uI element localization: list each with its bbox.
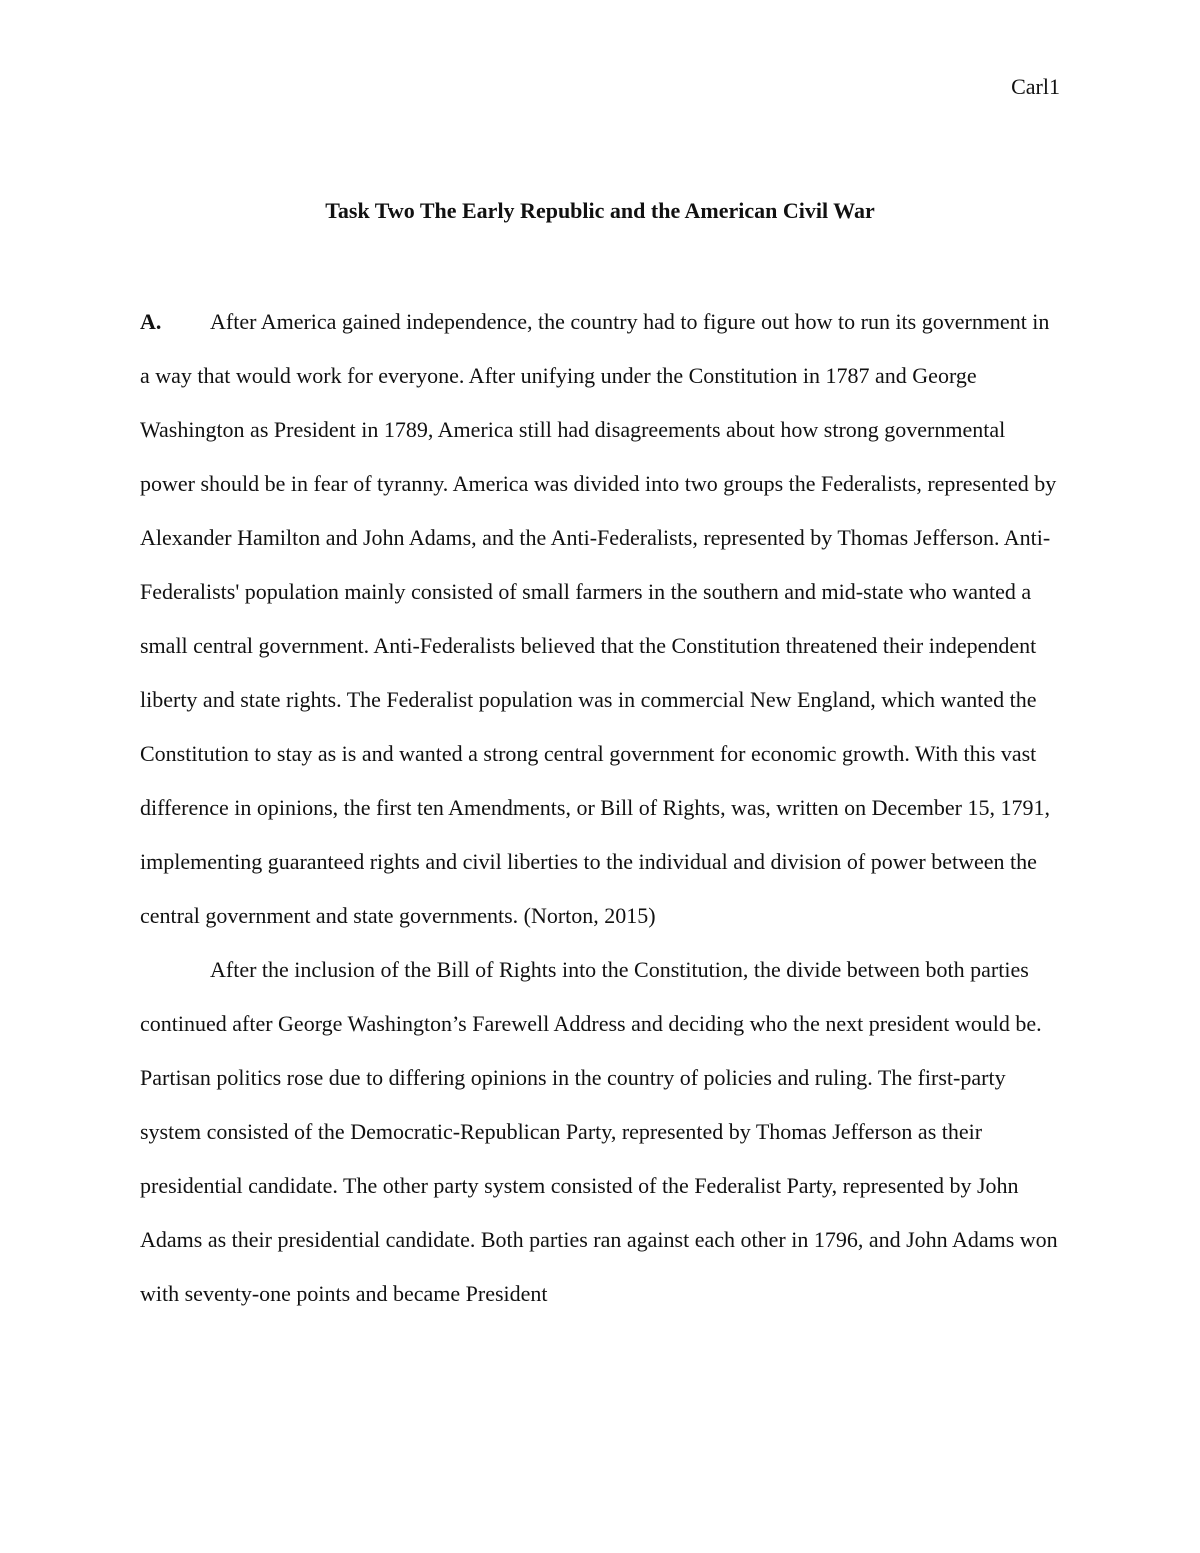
page-header: Carl1 xyxy=(1011,74,1060,99)
paragraph-section-a xyxy=(140,295,1060,943)
document-body xyxy=(140,295,1060,1321)
paragraph-text-1: After America gained independence, the country had to figure out how to run its government in a way that would work for everyone. After unifying under the Constitution in 1787 and George Washington as President in 1789, America still had disagreements about how strong governmental power should be in fear of tyranny. America was divided into two groups the Federalists, represented by Alexander Hamilton and John Adams, and the Anti-Federalists, represented by Thomas Jefferson. Anti-Federalists' population mainly consisted of small farmers in the southern and mid-state who wanted a small central government. Anti-Federalists believed that the Constitution threatened their independent liberty and state rights. The Federalist population was in commercial New England, which wanted the Constitution to stay as is and wanted a strong central government for economic growth. With this vast difference in opinions, the first ten Amendments, or Bill of Rights, was, written on December 15, 1791, implementing guaranteed rights and civil liberties to the individual and division of power between the central government and state governments. (Norton, 2015) xyxy=(140,309,1057,928)
document-title: Task Two The Early Republic and the American Civil War xyxy=(325,198,875,223)
section-label: A. xyxy=(140,309,162,334)
paragraph-text-2: After the inclusion of the Bill of Rights into the Constitution, the divide between both parties continued after George Washington’s Farewell Address and deciding who the next president would be. Partisan politics rose due to differing opinions in the country of policies and ruling. The first-party system consisted of the Democratic-Republican Party, represented by Thomas Jefferson as their presidential candidate. The other party system consisted of the Federalist Party, represented by John Adams as their presidential candidate. Both parties ran against each other in 1796, and John Adams won with seventy-one points and became President xyxy=(140,957,1058,1306)
